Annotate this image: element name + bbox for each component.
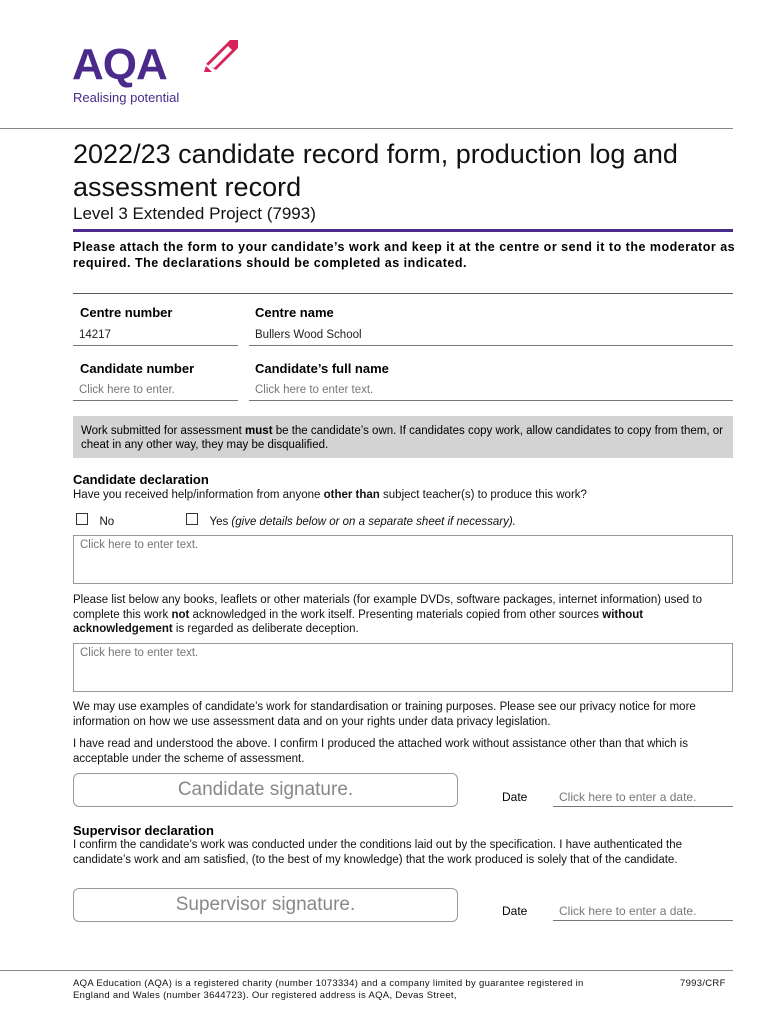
warning-text-pre: Work submitted for assessment xyxy=(81,425,246,437)
supervisor-text: I confirm the candidate’s work was conducted under the conditions laid out by the specification. I have authenticated the candidate’s work and am satisfied, (to the best of my knowledge) that the work produced is solely that of the candidate. xyxy=(73,839,683,866)
help-question-post: subject teacher(s) to produce this work? xyxy=(379,489,587,501)
footer-text: AQA Education (AQA) is a registered charity (number 1073334) and a company limited by guarantee registered in England and Wales (number 3644723). Our registered address is AQA, Devas Street, xyxy=(73,978,584,1001)
page-subtitle: Level 3 Extended Project (7993) xyxy=(73,204,316,223)
centre-name-field[interactable]: Bullers Wood School xyxy=(249,329,733,346)
materials-text-post: is regarded as deliberate deception. xyxy=(172,623,359,635)
candidate-signature-box[interactable]: Candidate signature. xyxy=(73,773,458,807)
privacy-text: We may use examples of candidate’s work for standardisation or training purposes. Please see our privacy notice for more information on how we use assessment data and on your rights under data privacy legislation. xyxy=(73,701,696,728)
candidate-name-field[interactable]: Click here to enter text. xyxy=(249,384,733,401)
supervisor-date-field[interactable]: Click here to enter a date. xyxy=(553,904,733,921)
yes-note: (give details below or on a separate sheet if necessary). xyxy=(231,516,516,528)
materials-textbox[interactable]: Click here to enter text. xyxy=(73,643,733,692)
no-label: No xyxy=(99,516,115,528)
no-option[interactable] xyxy=(76,512,114,530)
materials-text xyxy=(73,593,738,637)
supervisor-declaration-heading: Supervisor declaration xyxy=(73,823,214,838)
instructions-rule xyxy=(73,293,733,294)
yes-checkbox[interactable] xyxy=(186,513,198,525)
footer-code: 7993/CRF xyxy=(680,978,726,989)
centre-number-field[interactable]: 14217 xyxy=(73,329,238,346)
aqa-logo-tagline: Realising potential xyxy=(73,90,180,105)
help-question xyxy=(73,488,738,503)
instructions: Please attach the form to your candidate’s work and keep it at the centre or send it to the moderator as required. The declarations should be completed as indicated. xyxy=(73,240,736,270)
confirm-text: I have read and understood the above. I confirm I produced the attached work without assistance other than that which is acceptable under the scheme of assessment. xyxy=(73,738,688,765)
help-question-bold: other than xyxy=(323,489,380,501)
supervisor-date-label: Date xyxy=(502,904,528,918)
footer-rule xyxy=(0,970,733,971)
help-question-pre: Have you received help/information from anyone xyxy=(73,489,324,501)
header-rule xyxy=(0,128,733,129)
supervisor-signature-box[interactable]: Supervisor signature. xyxy=(73,888,458,922)
title-rule xyxy=(73,229,733,232)
materials-text-bold-ack: without acknowledgement xyxy=(73,608,644,635)
materials-text-bold-not: not xyxy=(171,608,190,621)
warning-box xyxy=(73,416,733,458)
materials-text-mid: acknowledged in the work itself. Presenting materials copied from other sources xyxy=(189,608,603,621)
warning-text-bold: must xyxy=(245,425,273,437)
candidate-declaration-heading: Candidate declaration xyxy=(73,472,209,487)
page-title: 2022/23 candidate record form, production log and assessment record xyxy=(73,139,678,202)
candidate-date-label: Date xyxy=(502,790,528,804)
materials-text-pre: Please list below any books, leaflets or other materials (for example DVDs, software packages, internet information) used to complete this work xyxy=(73,594,702,621)
aqa-logo-mark-icon xyxy=(202,36,242,76)
aqa-logo-text: AQA xyxy=(72,40,167,89)
centre-number-label: Centre number xyxy=(80,305,173,320)
candidate-number-label: Candidate number xyxy=(80,361,195,376)
yes-option[interactable] xyxy=(186,512,516,530)
candidate-name-label: Candidate’s full name xyxy=(255,361,389,376)
centre-name-label: Centre name xyxy=(255,305,334,320)
candidate-number-field[interactable]: Click here to enter. xyxy=(73,384,238,401)
warning-text-post: be the candidate’s own. If candidates copy work, allow candidates to copy from them, or cheat in any other way, they may be disqualified. xyxy=(81,425,723,451)
no-checkbox[interactable] xyxy=(76,513,88,525)
candidate-date-field[interactable]: Click here to enter a date. xyxy=(553,790,733,807)
yes-label: Yes xyxy=(209,516,232,528)
help-details-textbox[interactable]: Click here to enter text. xyxy=(73,535,733,584)
